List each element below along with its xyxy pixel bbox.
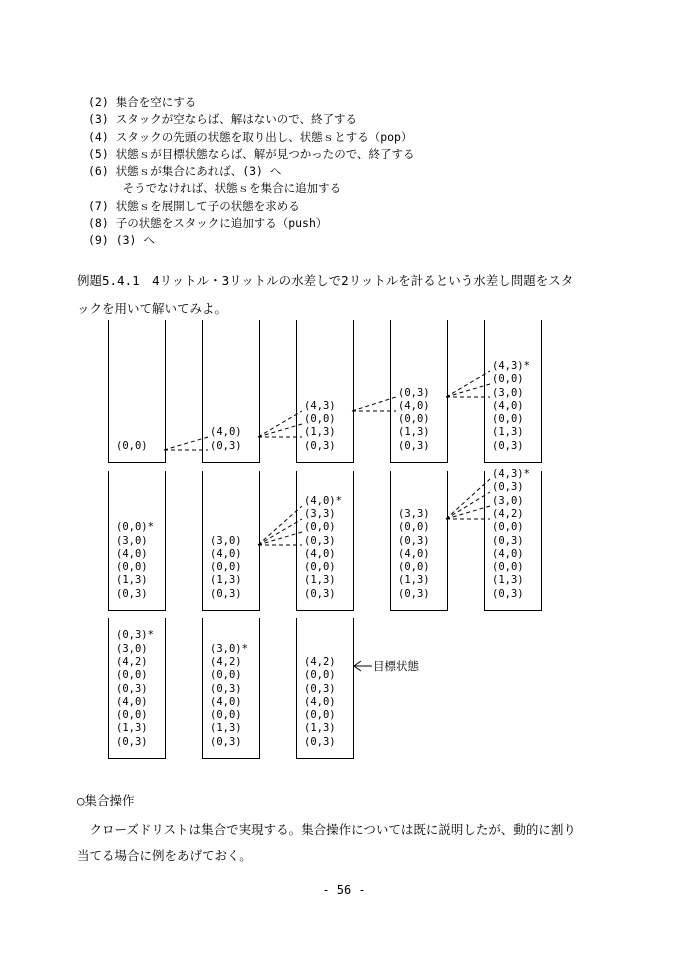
example-line-1: 例題5.4.1 4リットル・3リットルの水差しで2リットルを計るという水差し問題をスタ [77, 273, 574, 288]
stack-state: (1,3) [304, 574, 336, 587]
stack-state: (0,3) [116, 587, 148, 600]
goal-label: 目標状態 [373, 659, 419, 673]
stack-state: (0,3) [304, 587, 336, 600]
algorithm-step: (2) 集合を空にする [88, 95, 197, 109]
algorithm-step: そうでなければ、状態ｓを集合に追加する [88, 181, 342, 196]
stack-state: (0,0) [492, 373, 524, 386]
stack-state: (0,3) [398, 587, 430, 600]
stack-state: (0,0) [304, 709, 336, 722]
stack-state: (4,0) [398, 547, 430, 560]
stack-state: (4,2) [304, 655, 336, 668]
stack-state: (0,3) [210, 587, 242, 600]
closing-line-2: 当てる場合に例をあげておく。 [77, 848, 252, 863]
section-heading: ○集合操作 [77, 793, 135, 808]
stack-state: (4,3)* [492, 468, 530, 480]
stack-state: (0,0)* [116, 521, 154, 534]
stack-state: (0,0) [116, 669, 148, 682]
stack-state: (1,3) [492, 426, 524, 439]
algorithm-step: (6) 状態ｓが集合にあれば、(3) へ [88, 164, 282, 179]
stack-state: (0,0) [116, 439, 148, 452]
stack-state: (1,3) [304, 426, 336, 439]
stack-state: (0,0) [492, 521, 524, 534]
stack-state: (3,0) [492, 494, 524, 507]
stack-state: (0,0) [304, 561, 336, 574]
stack-state: (0,0) [398, 521, 430, 534]
stack-state: (3,3) [304, 507, 336, 520]
stack-state: (0,3) [304, 534, 336, 547]
stack-state: (0,0) [116, 561, 148, 574]
stack-state: (0,0) [398, 561, 430, 574]
stack-state: (4,0) [492, 399, 524, 412]
stack-state: (0,0) [304, 521, 336, 534]
stack-state: (4,0) [116, 695, 148, 708]
stack-state: (1,3) [210, 722, 242, 735]
stack-state: (0,3) [398, 534, 430, 547]
stack-state: (3,0) [116, 534, 148, 547]
stack-state: (0,3) [116, 735, 148, 748]
stack-state: (1,3) [210, 574, 242, 587]
stack-state: (1,3) [116, 722, 148, 735]
stack-state: (0,3) [492, 587, 524, 600]
stack-state: (3,0)* [210, 642, 248, 655]
stack-state: (3,0) [116, 642, 148, 655]
stack-state: (0,0) [116, 709, 148, 722]
stack-state: (4,0) [210, 695, 242, 708]
algorithm-step: (5) 状態ｓが目標状態ならば、解が見つかったので、終了する [88, 146, 415, 161]
stack-state: (3,0) [210, 534, 242, 547]
example-line-2: ックを用いて解いてみよ。 [77, 301, 228, 316]
stack-state: (4,0) [492, 547, 524, 560]
stack-state: (0,0) [210, 709, 242, 722]
stack-state: (4,0) [116, 547, 148, 560]
stack-state: (0,0) [304, 669, 336, 682]
stack-state: (1,3) [398, 574, 430, 587]
stack-state: (4,0) [210, 426, 242, 439]
stack-state: (4,0) [398, 399, 430, 412]
page-number: - 56 - [322, 883, 366, 897]
stack-state: (0,0) [304, 413, 336, 426]
stack-state: (0,3) [210, 735, 242, 748]
stack-state: (1,3) [116, 574, 148, 587]
stack-state: (4,0)* [304, 494, 342, 507]
stack-state: (0,3) [304, 735, 336, 748]
algorithm-step: (4) スタックの先頭の状態を取り出し、状態ｓとする（pop） [88, 129, 413, 144]
stack-state: (4,3) [304, 399, 336, 412]
stack-state: (0,0) [492, 413, 524, 426]
stack-state: (4,0) [304, 547, 336, 560]
stack-state: (4,2) [492, 507, 524, 520]
stack-state: (0,3) [304, 682, 336, 695]
stack-state: (4,2) [210, 655, 242, 668]
stack-state: (0,0) [210, 669, 242, 682]
stack-state: (4,0) [304, 695, 336, 708]
stack-state: (0,3) [210, 439, 242, 452]
stack-state: (0,3) [116, 682, 148, 695]
algorithm-step: (8) 子の状態をスタックに追加する（push） [88, 216, 328, 231]
stack-state: (1,3) [304, 722, 336, 735]
stack-state: (0,3) [210, 682, 242, 695]
stack-state: (3,3) [398, 507, 430, 520]
stack-state: (3,0) [492, 386, 524, 399]
stack-state: (0,3) [492, 481, 524, 494]
stack-state: (0,3) [304, 439, 336, 452]
closing-line-1: クローズドリストは集合で実現する。集合操作については既に説明したが、動的に割り [77, 822, 576, 837]
stack-state: (0,0) [210, 561, 242, 574]
stack-state: (0,3) [492, 439, 524, 452]
stack-state: (0,3) [398, 386, 430, 399]
stack-state: (0,0) [492, 561, 524, 574]
stack-state: (4,2) [116, 655, 148, 668]
stack-state: (0,3)* [116, 629, 154, 642]
stack-state: (0,3) [398, 439, 430, 452]
stack-state: (0,0) [398, 413, 430, 426]
stack-state: (1,3) [492, 574, 524, 587]
stack-state: (1,3) [398, 426, 430, 439]
stack-state: (4,0) [210, 547, 242, 560]
stack-state: (0,3) [492, 534, 524, 547]
algorithm-step: (7) 状態ｓを展開して子の状態を求める [88, 198, 300, 213]
algorithm-step: (9) (3) へ [88, 233, 155, 248]
algorithm-step: (3) スタックが空ならば、解はないので、終了する [88, 112, 357, 127]
stack-state: (4,3)* [492, 359, 530, 372]
